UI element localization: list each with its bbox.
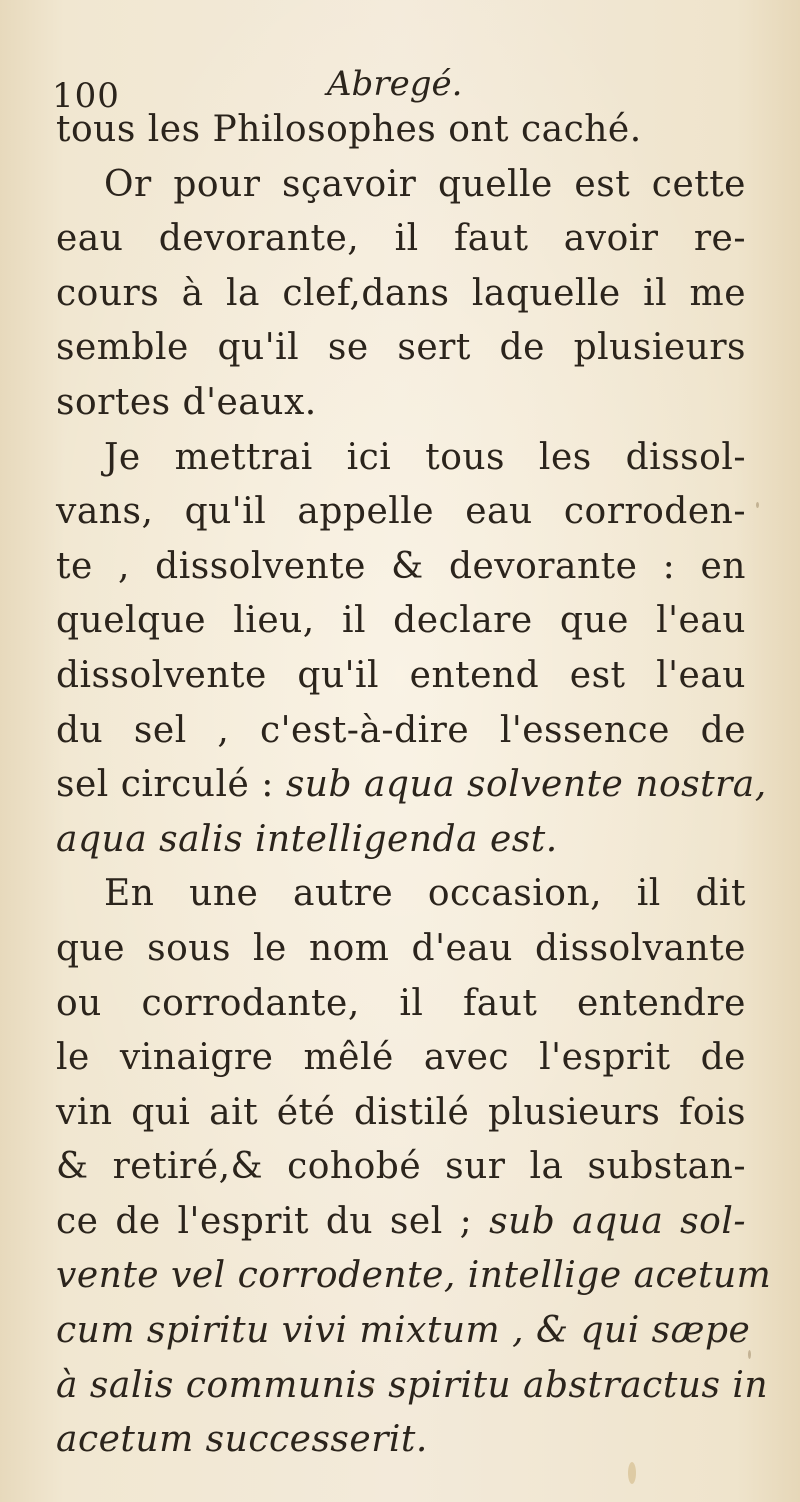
text-line xyxy=(56,758,767,813)
text-line xyxy=(56,1195,746,1250)
line-text: vin qui ait été distilé plusieurs fois xyxy=(56,1091,746,1133)
text-line xyxy=(56,1031,746,1086)
line-text: cum spiritu vivi mixtum , & qui sæpe xyxy=(56,1310,751,1352)
text-line xyxy=(56,1086,746,1141)
line-text: cours à la clef,dans laquelle il me xyxy=(56,272,746,314)
text-line xyxy=(56,212,746,267)
text-line xyxy=(56,977,746,1032)
line-text: vans, qu'il appelle eau corroden- xyxy=(56,491,746,533)
paper-blemish xyxy=(756,502,759,508)
text-line xyxy=(56,813,746,868)
text-line xyxy=(56,158,746,213)
line-text: acetum successerit. xyxy=(56,1419,428,1461)
line-text: du sel , c'est-à-dire l'essence de xyxy=(56,709,746,751)
page-number: 100 xyxy=(52,76,120,116)
line-text: aqua salis intelligenda est. xyxy=(56,818,558,860)
text-line xyxy=(56,485,746,540)
text-line xyxy=(56,1249,772,1304)
text-line xyxy=(56,431,746,486)
text-line xyxy=(56,103,746,158)
line-text: le vinaigre mêlé avec l'esprit de xyxy=(56,1037,746,1079)
text-line xyxy=(56,376,746,431)
line-text: sel circulé : xyxy=(56,764,274,806)
line-text: à salis communis spiritu abstractus in xyxy=(56,1364,769,1406)
text-line xyxy=(56,540,746,595)
text-line xyxy=(56,594,746,649)
line-text: ce de l'esprit du sel ; xyxy=(56,1200,473,1242)
text-line xyxy=(56,321,746,376)
line-text: tous les Philosophes ont caché. xyxy=(56,109,642,150)
line-text: En une autre occasion, il dit xyxy=(104,873,746,915)
paper-blemish xyxy=(748,1350,751,1359)
text-line xyxy=(56,704,746,759)
line-text: semble qu'il se sert de plusieurs xyxy=(56,327,746,369)
text-line xyxy=(56,867,746,922)
body-text xyxy=(56,103,772,1468)
line-latin-text: sub aqua sol- xyxy=(489,1200,747,1242)
text-line xyxy=(56,649,746,704)
line-text: que sous le nom d'eau dissolvante xyxy=(56,927,746,969)
paper-blemish xyxy=(628,1462,636,1484)
line-text: te , dissolvente & devorante : en xyxy=(56,545,746,587)
text-line xyxy=(56,1413,746,1468)
line-text: vente vel corrodente, intellige acetum xyxy=(56,1255,772,1297)
line-text: eau devorante, il faut avoir re- xyxy=(56,218,746,260)
text-line xyxy=(56,267,746,322)
line-text: dissolvente qu'il entend est l'eau xyxy=(56,654,746,696)
line-text: quelque lieu, il declare que l'eau xyxy=(56,600,746,642)
paper-blemish xyxy=(368,1385,373,1392)
text-line xyxy=(56,1304,751,1359)
line-text: Je mettrai ici tous les dissol- xyxy=(104,436,746,478)
text-line xyxy=(56,1140,746,1195)
text-line xyxy=(56,1359,769,1414)
line-text: sortes d'eaux. xyxy=(56,381,317,423)
running-title: Abregé. xyxy=(327,64,463,104)
text-line xyxy=(56,922,746,977)
line-text: ou corrodante, il faut entendre xyxy=(56,982,746,1024)
line-text: Or pour sçavoir quelle est cette xyxy=(104,163,746,205)
line-latin-text: sub aqua solvente nostra, xyxy=(285,764,767,806)
line-text: & retiré,& cohobé sur la substan- xyxy=(56,1146,746,1188)
